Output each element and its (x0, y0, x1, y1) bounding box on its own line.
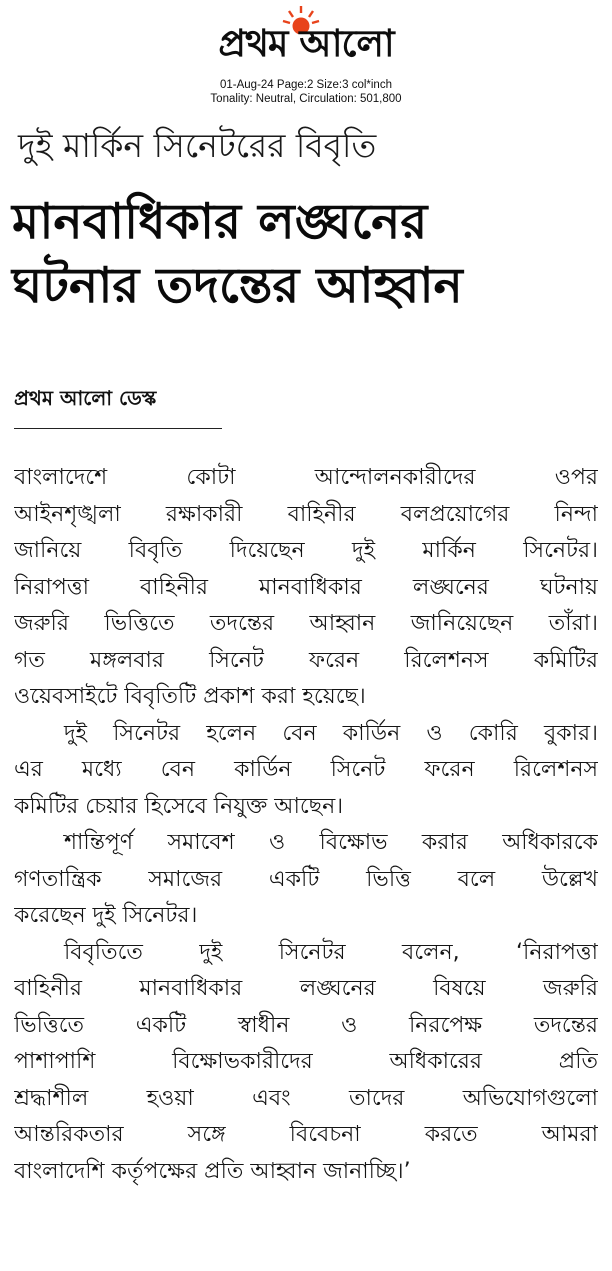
body-line: কমিটির চেয়ার হিসেবে নিযুক্ত আছেন। (14, 793, 344, 819)
clipping-meta-tonality: Tonality: Neutral, Circulation: 501,800 (210, 93, 402, 105)
headline-line: ঘটনার তদন্তের আহ্বান (12, 257, 463, 314)
body-line: শ্রদ্ধাশীল হওয়া এবং তাদের অভিযোগগুলো (14, 1085, 598, 1111)
body-line: ভিত্তিতে একটি স্বাধীন ও নিরপেক্ষ তদন্তের (14, 1012, 598, 1038)
body-line: ওয়েবসাইটে বিবৃতিটি প্রকাশ করা হয়েছে। (14, 684, 366, 709)
body-line: বাহিনীর মানবাধিকার লঙ্ঘনের বিষয়ে জরুরি (14, 976, 598, 1001)
body-line: বিবৃতিতে দুই সিনেটর বলেন, ‘নিরাপত্তা (64, 939, 598, 965)
body-line: আন্তরিকতার সঙ্গে বিবেচনা করতে আমরা (14, 1122, 598, 1147)
body-line: শান্তিপূর্ণ সমাবেশ ও বিক্ষোভ করার অধিকারকে (64, 830, 598, 855)
clipping-meta-date: 01-Aug-24 Page:2 Size:3 col*inch (220, 79, 392, 91)
article-body (14, 460, 598, 1190)
body-line: দুই সিনেটর হলেন বেন কার্ডিন ও কোরি বুকার। (64, 720, 598, 746)
body-line: করেছেন দুই সিনেটর। (14, 903, 198, 928)
headline-line: মানবাধিকার লঙ্ঘনের (12, 193, 428, 250)
body-line: গত মঙ্গলবার সিনেট ফরেন রিলেশনস কমিটির (14, 647, 598, 673)
body-line: বাংলাদেশে কোটা আন্দোলনকারীদের ওপর (14, 465, 598, 490)
article-headline (12, 190, 602, 318)
body-line: নিরাপত্তা বাহিনীর মানবাধিকার লঙ্ঘনের ঘটনায় (14, 574, 598, 600)
masthead (0, 0, 612, 112)
article-byline: প্রথম আলো ডেস্ক (14, 386, 157, 410)
logo-text: প্রথম আলো (218, 22, 394, 65)
body-line: জরুরি ভিত্তিতে তদন্তের আহ্বান জানিয়েছেন তাঁরা। (14, 611, 598, 636)
newspaper-logo (170, 4, 442, 70)
body-line: জানিয়ে বিবৃতি দিয়েছেন দুই মার্কিন সিনেটর। (14, 538, 598, 563)
byline-divider (14, 428, 222, 429)
body-line: আইনশৃঙ্খলা রক্ষাকারী বাহিনীর বলপ্রয়োগের নিন্দা (14, 501, 598, 527)
body-line: পাশাপাশি বিক্ষোভকারীদের অধিকারের প্রতি (14, 1049, 598, 1074)
body-line: বাংলাদেশি কর্তৃপক্ষের প্রতি আহ্বান জানাচ্ছি।’ (14, 1158, 411, 1184)
article-kicker: দুই মার্কিন সিনেটরের বিবৃতি (18, 126, 377, 165)
body-line: গণতান্ত্রিক সমাজের একটি ভিত্তি বলে উল্লেখ (14, 866, 598, 892)
body-line: এর মধ্যে বেন কার্ডিন সিনেট ফরেন রিলেশনস (14, 757, 598, 782)
